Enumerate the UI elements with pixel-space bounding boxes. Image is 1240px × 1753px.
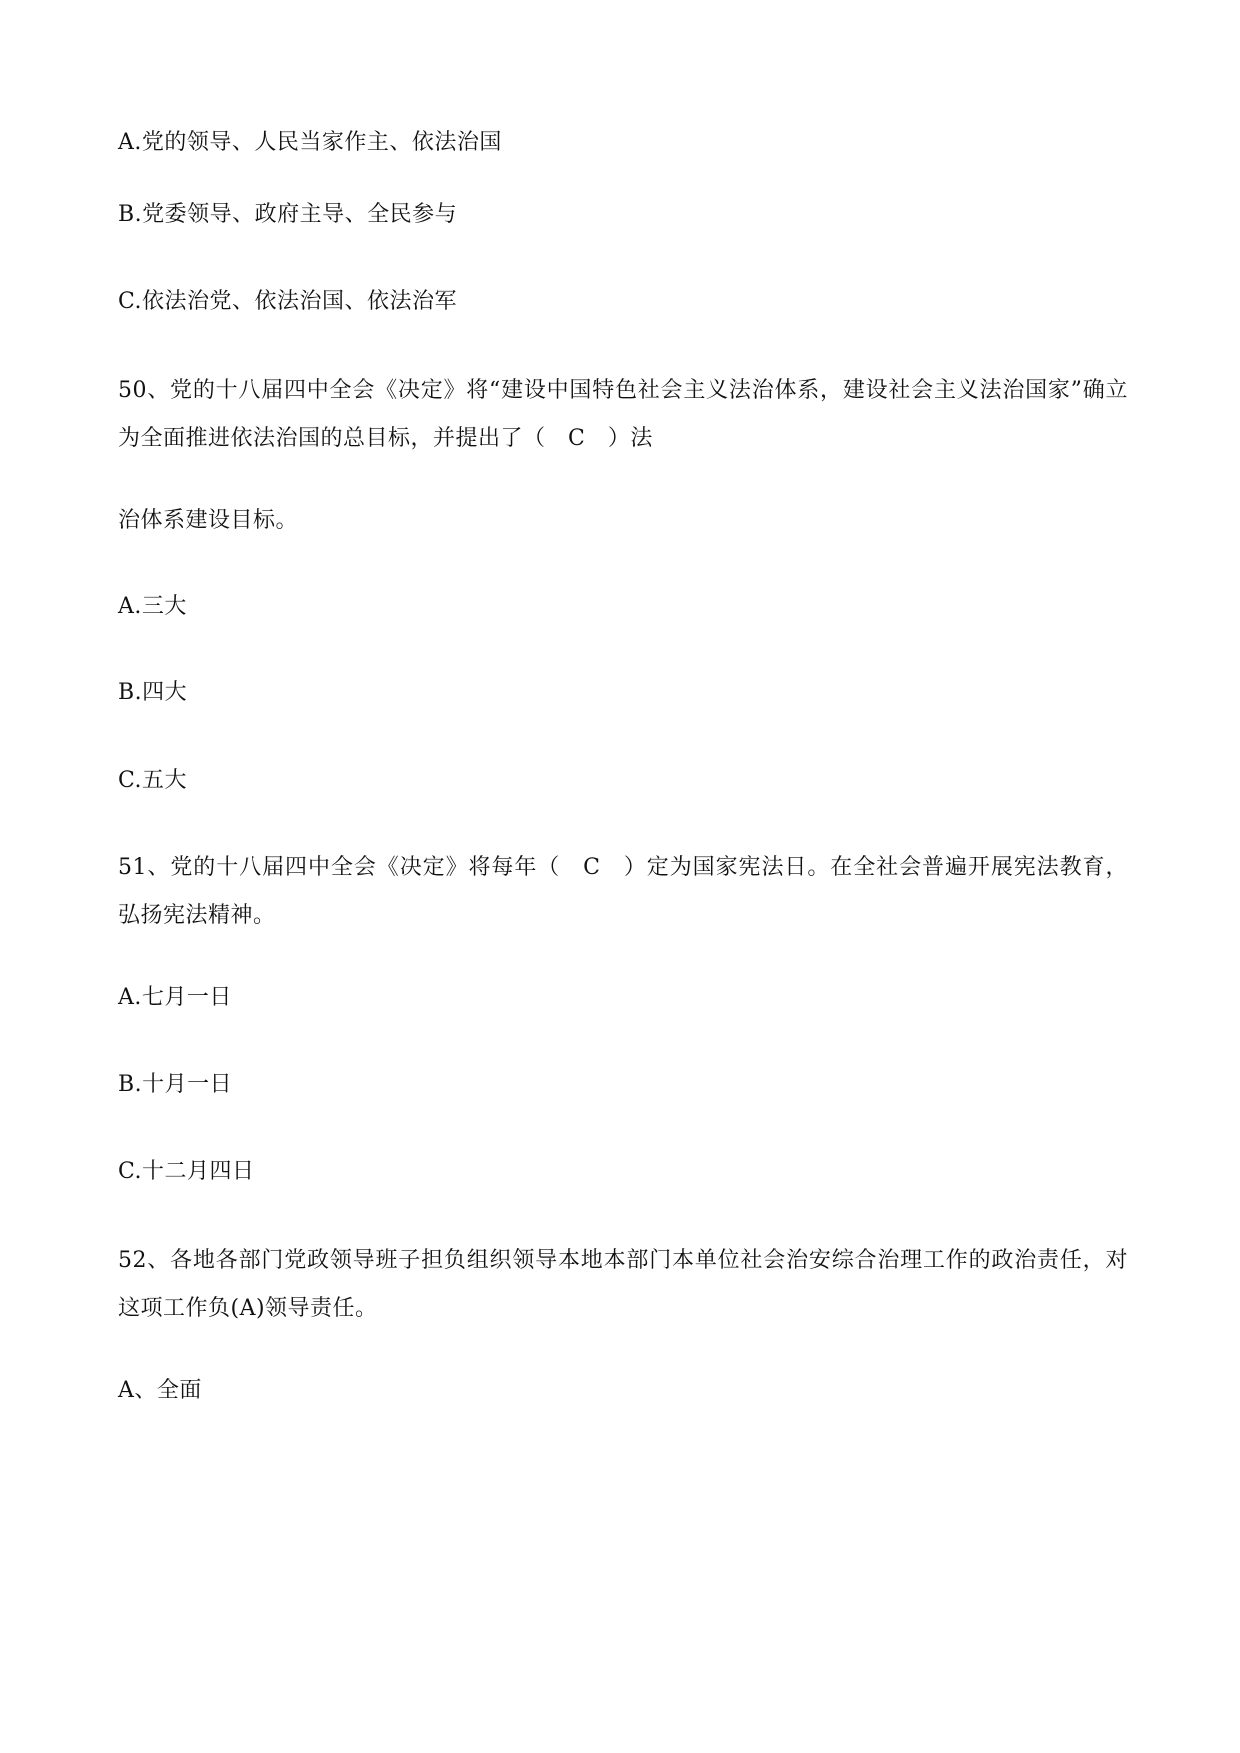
- q49-option-a: A.党的领导、人民当家作主、依法治国: [118, 130, 502, 155]
- q52-option-a: A、全面: [118, 1378, 202, 1403]
- q50-question: 50、党的十八届四中全会《决定》将“建设中国特色社会主义法治体系，建设社会主义法治国家”确立为全面推进依法治国的总目标，并提出了（ C ）法: [118, 378, 1128, 451]
- q51-question: 51、党的十八届四中全会《决定》将每年（ C ）定为国家宪法日。在全社会普遍开展宪法教育，弘扬宪法精神。: [118, 855, 1128, 928]
- q49-option-b: B.党委领导、政府主导、全民参与: [118, 202, 458, 227]
- q50-question-continued: 治体系建设目标。: [118, 508, 299, 533]
- q52-question: 52、各地各部门党政领导班子担负组织领导本地本部门本单位社会治安综合治理工作的政治责任，对这项工作负(A)领导责任。: [118, 1248, 1128, 1321]
- q50-option-c: C.五大: [118, 768, 188, 793]
- q50-option-b: B.四大: [118, 680, 188, 705]
- q51-option-c: C.十二月四日: [118, 1159, 255, 1184]
- q51-option-b: B.十月一日: [118, 1072, 233, 1097]
- q49-option-c: C.依法治党、依法治国、依法治军: [118, 289, 458, 314]
- q50-option-a: A.三大: [118, 594, 187, 619]
- q51-option-a: A.七月一日: [118, 985, 232, 1010]
